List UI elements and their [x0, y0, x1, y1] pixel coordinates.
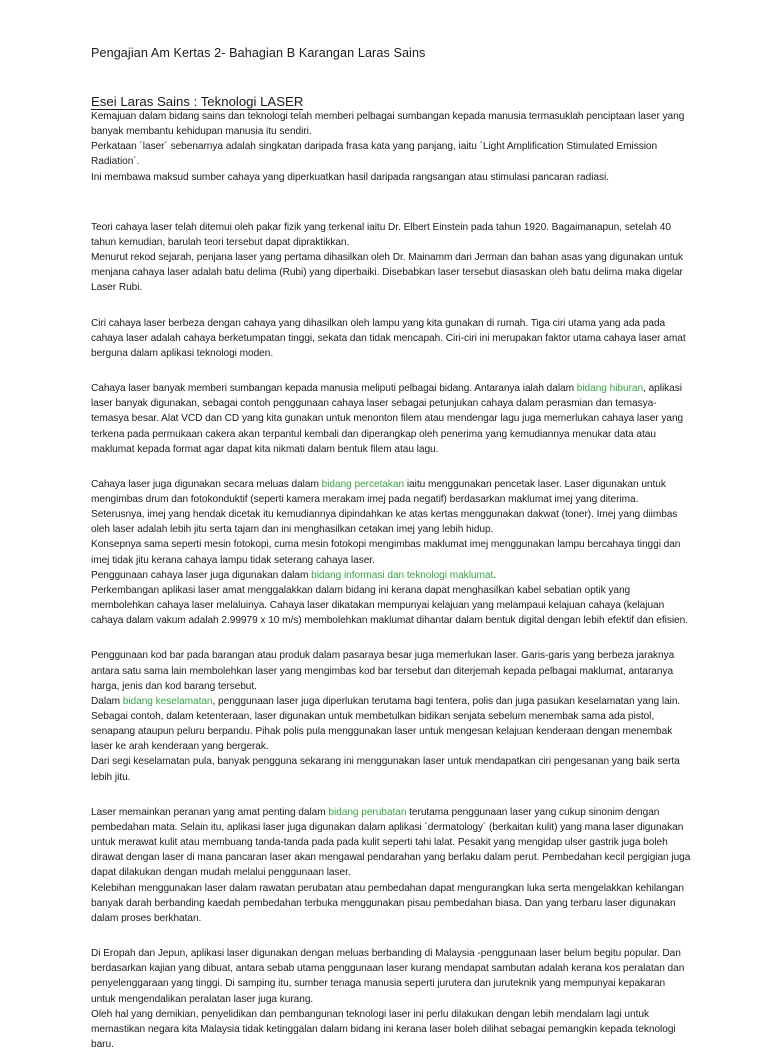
paragraph-line: Kemajuan dalam bidang sains dan teknologi telah memberi pelbagai sumbangan kepada manusia termasuklah penciptaan laser yang banyak membantu kehidupan manusia itu sendiri.	[91, 111, 685, 138]
highlighted-term: bidang informasi dan teknologi maklumat	[311, 569, 494, 581]
paragraph-line: Di Eropah dan Jepun, aplikasi laser digunakan dengan meluas berbanding di Malaysia -penggunaan laser belum begitu popular. Dan berdasarkan kajian yang dibuat, antara sebab utama penggunaan laser kurang mendapat sambutan adalah kerana kos peralatan dan penyelenggaraan yang tinggi. Di samping itu, sumber tenaga manusia seperti jurutera dan juruteknik yang mempunyai kepakaran untuk mengendalikan peralatan laser juga kurang.	[91, 948, 685, 1005]
highlighted-term: bidang hiburan	[576, 383, 644, 395]
paragraph-line: Kelebihan menggunakan laser dalam rawatan perubatan atau pembedahan dapat mengurangkan luka serta mengelakkan kehilangan banyak darah berbanding kaedah pembedahan terbuka menggunakan pisau pembedahan biasa. Dan yang terbaru laser digunakan dalam proses berkhatan.	[91, 882, 684, 924]
paragraph-line: Teori cahaya laser telah ditemui oleh pakar fizik yang terkenal iaitu Dr. Elbert Einstein pada tahun 1920. Bagaimanapun, setelah 40 tahun kemudian, barulah teori tersebut dapat dipraktikkan.	[91, 221, 671, 248]
paragraph-line: Oleh hal yang demikian, penyelidikan dan pembangunan teknologi laser ini perlu dilakukan dengan lebih mendalam lagi untuk memastikan negara kita Malaysia tidak ketinggalan dalam bidang ini kerana laser boleh dilihat sebagai pemangkin kepada teknologi baru.	[91, 1008, 676, 1050]
paragraph-line: Dari segi keselamatan pula, banyak pengguna sekarang ini menggunakan laser untuk mendapatkan ciri pengesanan yang baik serta lebih jitu.	[91, 756, 680, 783]
highlighted-term: bidang perubatan	[328, 806, 407, 818]
paragraph-line: Penggunaan kod bar pada barangan atau produk dalam pasaraya besar juga memerlukan laser. Garis-garis yang berbeza jaraknya antara satu sama lain membolehkan laser yang mengimbas kod bar tersebut dan diterjemah kepada pelbagai maklumat, antaranya harga, jenis dan kod barang tersebut.	[91, 650, 675, 692]
paragraph-line: Dalam bidang keselamatan, penggunaan laser juga diperlukan terutama bagi tentera, polis dan juga pasukan keselamatan yang lain. Sebagai contoh, dalam ketenteraan, laser digunakan untuk membetulkan bidikan senjata sebelum menembak sama ada pistol, senapang ataupun peluru berpandu. Pihak polis pula menggunakan laser untuk mengesan kelajuan kenderaan dengan menembak laser ke arah kenderaan yang bergerak.	[91, 695, 681, 753]
essay-body	[91, 109, 691, 1052]
paragraph-line: Menurut rekod sejarah, penjana laser yang pertama dihasilkan oleh Dr. Mainamm dari Jerman dan bahan asas yang digunakan untuk menjana cahaya laser adalah batu delima (Rubi) yang diperbaiki. Disebabkan laser tersebut diasaskan oleh batu delima maka digelar Laser Rubi.	[91, 252, 684, 294]
paragraph-line: Ciri cahaya laser berbeza dengan cahaya yang dihasilkan oleh lampu yang kita gunakan di rumah. Tiga ciri utama yang ada pada cahaya laser adalah cahaya berketumpatan tinggi, sekata dan tidak mencapah. Ciri-ciri ini merupakan faktor utama cahaya laser amat berguna dalam aplikasi teknologi moden.	[91, 317, 686, 359]
paragraph	[91, 946, 691, 1052]
paragraph-line: Ini membawa maksud sumber cahaya yang diperkuatkan hasil daripada rangsangan atau stimulasi pancaran radiasi.	[91, 171, 609, 183]
paragraph-line: Konsepnya sama seperti mesin fotokopi, cuma mesin fotokopi mengimbas maklumat imej menggunakan lampu bercahaya tinggi dan imej tidak jitu kerana cahaya lampu tidak seterang cahaya laser.	[91, 539, 681, 566]
paragraph-line: Laser memainkan peranan yang amat penting dalam bidang perubatan terutama penggunaan laser yang cukup sinonim dengan pembedahan mata. Selain itu, aplikasi laser juga digunakan dalam aplikasi ´dermatology´ (berkaitan kulit) yang mana laser digunakan untuk merawat kulit atau membuang tanda-tanda pada pada kulit seperti tahi lalat. Pesakit yang mengidap ulser gastrik juga boleh dirawat dengan laser di mana pancaran laser akan mengawal pendarahan yang berlaku dalam perut. Pembedahan kecil pergigian juga dapat dilakukan dengan mudah melalui penggunaan laser.	[91, 806, 691, 879]
paragraph	[91, 381, 691, 457]
document-header: Pengajian Am Kertas 2- Bahagian B Karangan Laras Sains	[91, 46, 426, 60]
paragraph-line: Perkataan ´laser´ sebenarnya adalah singkatan daripada frasa kata yang panjang, iaitu ´Light Amplification Stimulated Emission Radiation´.	[91, 141, 658, 168]
paragraph	[91, 648, 691, 784]
essay-title-text: Esei Laras Sains : Teknologi LASER	[91, 94, 304, 109]
paragraph	[91, 316, 691, 361]
highlighted-term: bidang percetakan	[321, 478, 405, 490]
paragraph	[91, 109, 691, 185]
paragraph	[91, 477, 691, 629]
paragraph	[91, 220, 691, 296]
highlighted-term: bidang keselamatan	[122, 695, 213, 707]
paragraph-line: Penggunaan cahaya laser juga digunakan dalam bidang informasi dan teknologi maklumat.	[91, 569, 496, 581]
paragraph-line: Perkembangan aplikasi laser amat menggalakkan dalam bidang ini kerana dapat menghasilkan kabel sebatian optik yang membolehkan cahaya laser melaluinya. Cahaya laser dikatakan mempunyai kelajuan yang melampaui kelajuan cahaya (kelajuan cahaya dalam vakum adalah 2.99979 x 10 m/s) membolehkan maklumat dihantar dalam bentuk digital dengan lebih efektif dan efisien.	[91, 584, 688, 627]
paragraph-line: Cahaya laser juga digunakan secara meluas dalam bidang percetakan iaitu menggunakan pencetak laser. Laser digunakan untuk mengimbas drum dan fotokonduktif (seperti kamera merakam imej pada negatif) berdasarkan maklumat imej yang diterima. Seterusnya, imej yang hendak dicetak itu kemudiannya dipindahkan ke atas kertas menggunakan dakwat (toner). Imej yang diimbas oleh laser adalah lebih jitu serta tajam dan ini menghasilkan cetakan imej yang lebih hidup.	[91, 478, 678, 536]
essay-title	[91, 94, 731, 109]
paragraph	[91, 805, 691, 926]
paragraph-line: Cahaya laser banyak memberi sumbangan kepada manusia meliputi pelbagai bidang. Antaranya ialah dalam bidang hiburan, aplikasi laser banyak digunakan, sebagai contoh penggunaan cahaya laser sebagai petunjukan cahaya dalam perasmian dan temasya-temasya besar. Alat VCD dan CD yang kita gunakan untuk menonton filem atau mendengar lagu juga memerlukan cahaya laser yang terkena pada permukaan cakera akan terpantul kembali dan diperangkap oleh penerima yang kemudiannya menukar data atau maklumat kepada format agar dapat kita nikmati dalam bentuk filem atau lagu.	[91, 383, 684, 455]
